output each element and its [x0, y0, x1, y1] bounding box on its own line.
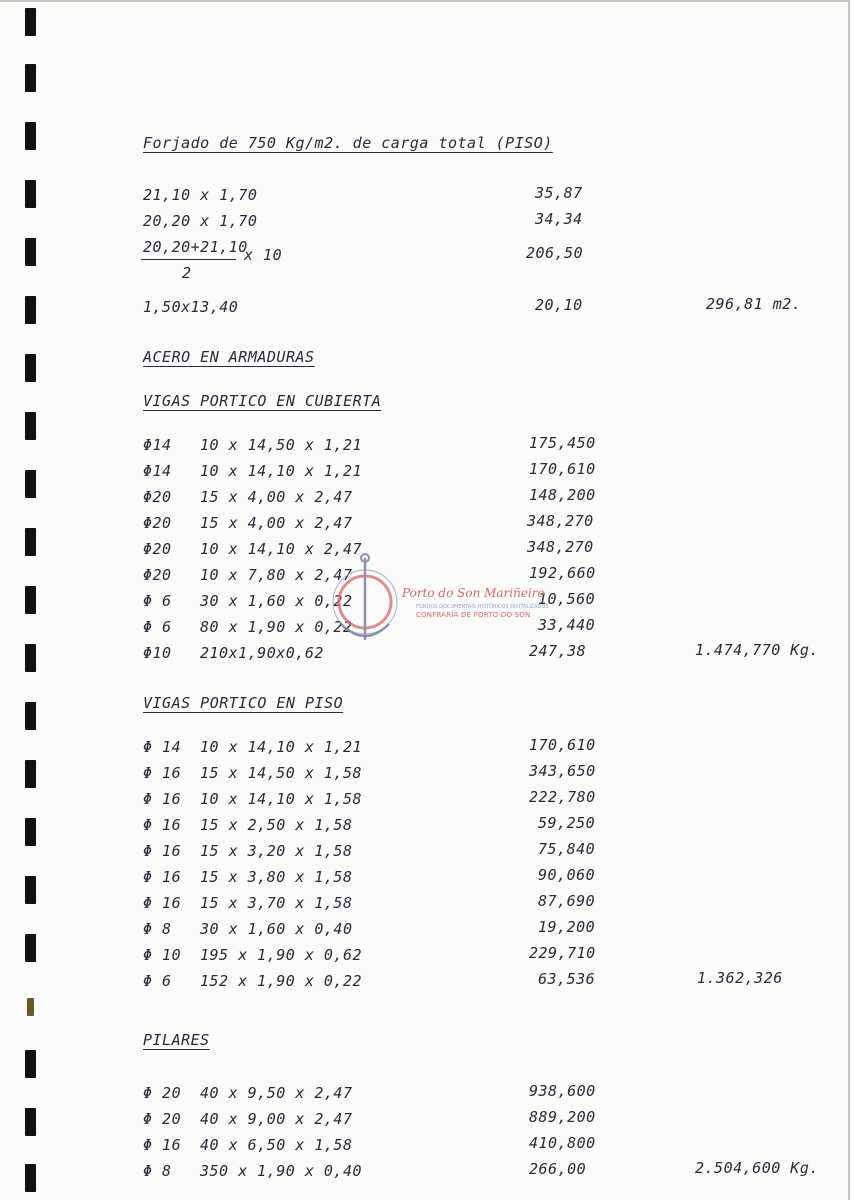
binder-hole [25, 760, 36, 788]
expr: 210x1,90x0,62 [200, 644, 324, 662]
value: 192,660 [529, 564, 596, 582]
binder-hole [25, 1164, 36, 1192]
value: 266,00 [529, 1160, 587, 1178]
expr: 40 x 9,00 x 2,47 [200, 1110, 353, 1128]
value: 889,200 [529, 1108, 596, 1126]
expr: 10 x 14,50 x 1,21 [200, 436, 363, 454]
diameter: Φ14 [143, 462, 172, 480]
value: 343,650 [529, 762, 596, 780]
stamp-title: Porto do Son Mariñeiro [402, 586, 545, 600]
expr: 80 x 1,90 x 0,22 [200, 618, 353, 636]
expr: 15 x 3,20 x 1,58 [200, 842, 353, 860]
expr: 152 x 1,90 x 0,22 [200, 972, 363, 990]
diameter: Φ 20 [143, 1084, 182, 1102]
stamp-subtitle: FONDOS DOCUMENTAIS HISTÓRICOS DIXITALIZADOS [416, 604, 549, 610]
expr: 10 x 14,10 x 2,47 [200, 540, 363, 558]
expr: 15 x 2,50 x 1,58 [200, 816, 353, 834]
diameter: Φ 16 [143, 1136, 182, 1154]
value: 247,38 [529, 642, 587, 660]
forjado-total: 296,81 m2. [706, 295, 802, 313]
expr: 15 x 4,00 x 2,47 [200, 488, 353, 506]
value: 87,690 [538, 892, 596, 910]
diameter: Φ 16 [143, 868, 182, 886]
diameter: Φ 16 [143, 790, 182, 808]
binder-hole [25, 180, 36, 208]
forjado-value: 206,50 [526, 244, 584, 262]
binder-hole [25, 354, 36, 382]
binder-hole [25, 586, 36, 614]
expr: 195 x 1,90 x 0,62 [200, 946, 363, 964]
expr: 40 x 9,50 x 2,47 [200, 1084, 353, 1102]
forjado-expr: 20,20 x 1,70 [143, 212, 258, 230]
fraction-multiplier: x 10 [244, 246, 283, 264]
forjado-heading: Forjado de 750 Kg/m2. de carga total (PISO) [143, 134, 553, 152]
fraction-numerator: 20,20+21,10 [143, 238, 248, 256]
value: 75,840 [538, 840, 596, 858]
value: 19,200 [538, 918, 596, 936]
value: 175,450 [529, 434, 596, 452]
binder-hole [25, 8, 36, 36]
diameter: Φ 6 [143, 972, 172, 990]
forjado-value: 20,10 [535, 296, 583, 314]
expr: 10 x 14,10 x 1,21 [200, 738, 363, 756]
vigas-cubierta-heading: VIGAS PORTICO EN CUBIERTA [143, 392, 382, 410]
stamp-org: CONFRARÍA DE PORTO DO SON [416, 611, 531, 619]
expr: 10 x 14,10 x 1,58 [200, 790, 363, 808]
expr: 30 x 1,60 x 0,40 [200, 920, 353, 938]
value: 59,250 [538, 814, 596, 832]
binder-hole [25, 1050, 36, 1078]
diameter: Φ20 [143, 514, 172, 532]
value: 90,060 [538, 866, 596, 884]
value: 410,800 [529, 1134, 596, 1152]
value: 348,270 [527, 538, 594, 556]
vigas-piso-heading: VIGAS PORTICO EN PISO [143, 694, 344, 712]
binder-hole [25, 412, 36, 440]
binder-hole [25, 702, 36, 730]
value: 229,710 [529, 944, 596, 962]
forjado-expr: 1,50x13,40 [143, 298, 239, 316]
binder-hole [25, 122, 36, 150]
value: 148,200 [529, 486, 596, 504]
diameter: Φ20 [143, 540, 172, 558]
binder-hole [25, 1108, 36, 1136]
value: 33,440 [538, 616, 596, 634]
diameter: Φ 16 [143, 894, 182, 912]
value: 170,610 [529, 460, 596, 478]
fraction-bar [141, 259, 236, 260]
expr: 15 x 3,70 x 1,58 [200, 894, 353, 912]
expr: 10 x 14,10 x 1,21 [200, 462, 363, 480]
stamp-logo [325, 550, 535, 650]
binder-hole [25, 876, 36, 904]
diameter: Φ14 [143, 436, 172, 454]
section-total: 1.474,770 Kg. [695, 641, 819, 659]
acero-heading: ACERO EN ARMADURAS [143, 348, 315, 366]
diameter: Φ10 [143, 644, 172, 662]
diameter: Φ 16 [143, 816, 182, 834]
expr: 40 x 6,50 x 1,58 [200, 1136, 353, 1154]
diameter: Φ 6 [143, 618, 172, 636]
expr: 15 x 3,80 x 1,58 [200, 868, 353, 886]
diameter: Φ 8 [143, 1162, 172, 1180]
expr: 350 x 1,90 x 0,40 [200, 1162, 363, 1180]
section-total: 1.362,326 [697, 969, 783, 987]
forjado-value: 35,87 [535, 184, 583, 202]
value: 170,610 [529, 736, 596, 754]
binder-hole [25, 934, 36, 962]
value: 63,536 [538, 970, 596, 988]
value: 10,560 [538, 590, 596, 608]
binder-hole [25, 470, 36, 498]
expr: 10 x 7,80 x 2,47 [200, 566, 353, 584]
binder-hole [25, 644, 36, 672]
expr: 30 x 1,60 x 0,22 [200, 592, 353, 610]
diameter: Φ 6 [143, 592, 172, 610]
diameter: Φ 20 [143, 1110, 182, 1128]
diameter: Φ 16 [143, 764, 182, 782]
diameter: Φ 14 [143, 738, 182, 756]
binder-hole [25, 238, 36, 266]
fraction-denominator: 2 [182, 264, 192, 282]
value: 938,600 [529, 1082, 596, 1100]
forjado-expr: 21,10 x 1,70 [143, 186, 258, 204]
binder-hole [25, 296, 36, 324]
section-total: 2.504,600 Kg. [695, 1159, 819, 1177]
forjado-value: 34,34 [535, 210, 583, 228]
diameter: Φ 10 [143, 946, 182, 964]
expr: 15 x 4,00 x 2,47 [200, 514, 353, 532]
diameter: Φ20 [143, 488, 172, 506]
binder-hole [27, 998, 34, 1016]
binder-hole [25, 64, 36, 92]
pilares-heading: PILARES [143, 1031, 210, 1049]
binder-hole [25, 818, 36, 846]
diameter: Φ 16 [143, 842, 182, 860]
diameter: Φ 8 [143, 920, 172, 938]
value: 222,780 [529, 788, 596, 806]
binder-hole [25, 528, 36, 556]
value: 348,270 [527, 512, 594, 530]
diameter: Φ20 [143, 566, 172, 584]
expr: 15 x 14,50 x 1,58 [200, 764, 363, 782]
